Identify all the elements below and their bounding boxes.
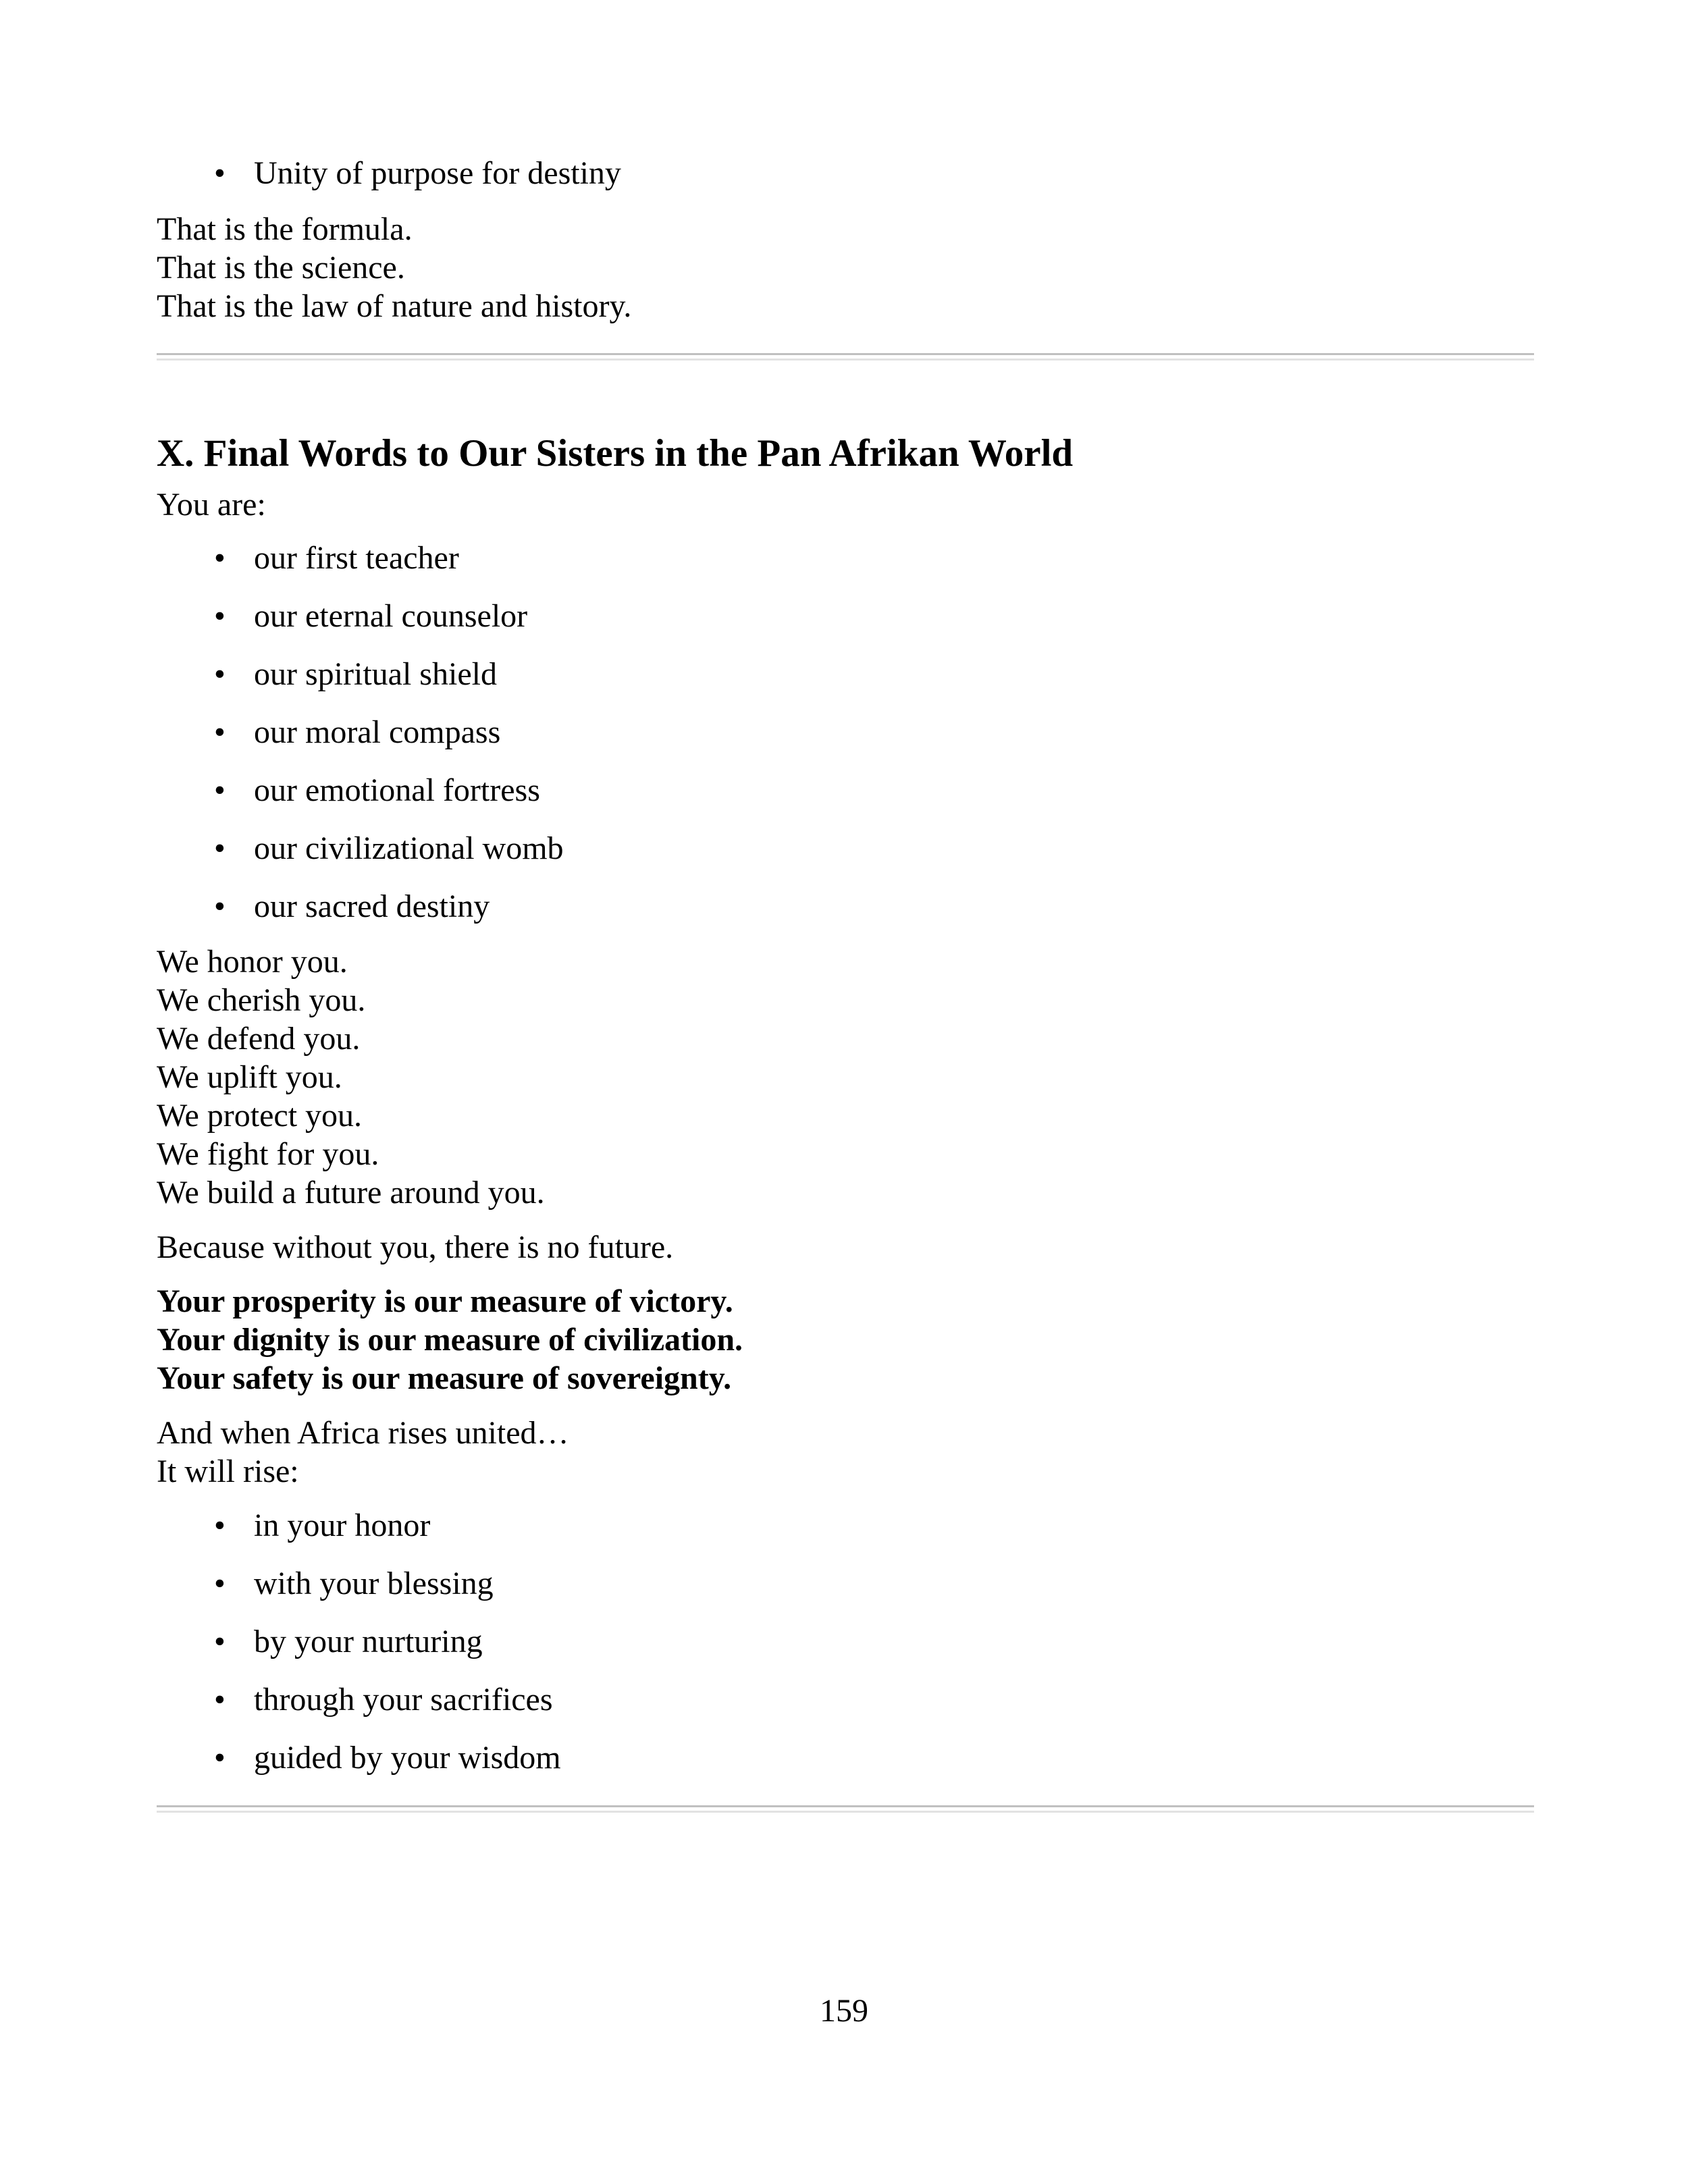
we-line: We build a future around you. — [157, 1175, 545, 1210]
rise-list — [157, 1506, 1534, 1777]
we-line: We cherish you. — [157, 982, 366, 1018]
rise-paragraph — [157, 1414, 1534, 1491]
we-line: We honor you. — [157, 944, 348, 980]
list-item: • our moral compass — [214, 714, 501, 750]
you-are-list — [157, 539, 1534, 926]
bullet-icon: • — [214, 1682, 226, 1717]
bullet-icon: • — [214, 714, 226, 750]
we-line: We protect you. — [157, 1098, 363, 1134]
horizontal-divider — [157, 1805, 1534, 1813]
list-item: • our emotional fortress — [214, 772, 540, 808]
list-item: • in your honor — [214, 1508, 431, 1543]
list-item: • with your blessing — [214, 1566, 494, 1601]
bullet-icon: • — [214, 540, 226, 576]
formula-paragraph — [157, 210, 1534, 325]
list-item: • our civilizational womb — [214, 830, 564, 866]
bullet-icon: • — [214, 1566, 226, 1601]
bullet-icon: • — [214, 830, 226, 866]
we-paragraph — [157, 942, 1534, 1212]
rise-line: It will rise: — [157, 1454, 299, 1489]
bold-line: Your dignity is our measure of civilization. — [157, 1322, 743, 1358]
section-heading: X. Final Words to Our Sisters in the Pan Afrikan World — [157, 432, 1074, 475]
list-item: • Unity of purpose for destiny — [214, 155, 621, 191]
intro-text: You are: — [157, 487, 266, 523]
formula-line: That is the formula. — [157, 211, 413, 247]
bullet-icon: • — [214, 656, 226, 692]
bold-line: Your prosperity is our measure of victory. — [157, 1283, 733, 1319]
rise-line: And when Africa rises united… — [157, 1415, 569, 1451]
we-line: We defend you. — [157, 1021, 361, 1057]
bullet-icon: • — [214, 598, 226, 634]
formula-line: That is the science. — [157, 250, 405, 286]
we-line: We uplift you. — [157, 1059, 342, 1095]
bold-line: Your safety is our measure of sovereignty. — [157, 1360, 732, 1396]
bullet-icon: • — [214, 1508, 226, 1543]
list-item: • our first teacher — [214, 540, 459, 576]
bullet-icon: • — [214, 1740, 226, 1776]
page-number: 159 — [820, 1993, 868, 2029]
list-item: • through your sacrifices — [214, 1682, 553, 1717]
list-item: • by your nurturing — [214, 1624, 483, 1659]
formula-line: That is the law of nature and history. — [157, 288, 632, 324]
list-item: • our eternal counselor — [214, 598, 528, 634]
because-line: Because without you, there is no future. — [157, 1229, 674, 1265]
page-content — [157, 154, 1534, 1813]
horizontal-divider — [157, 353, 1534, 361]
bullet-icon: • — [214, 772, 226, 808]
bold-paragraph — [157, 1282, 1534, 1397]
top-bullet-list — [157, 154, 1534, 192]
bullet-icon: • — [214, 1624, 226, 1659]
bullet-icon: • — [214, 155, 226, 191]
we-line: We fight for you. — [157, 1136, 379, 1172]
list-item: • guided by your wisdom — [214, 1740, 561, 1776]
bullet-icon: • — [214, 888, 226, 924]
list-item: • our sacred destiny — [214, 888, 490, 924]
list-item: • our spiritual shield — [214, 656, 497, 692]
